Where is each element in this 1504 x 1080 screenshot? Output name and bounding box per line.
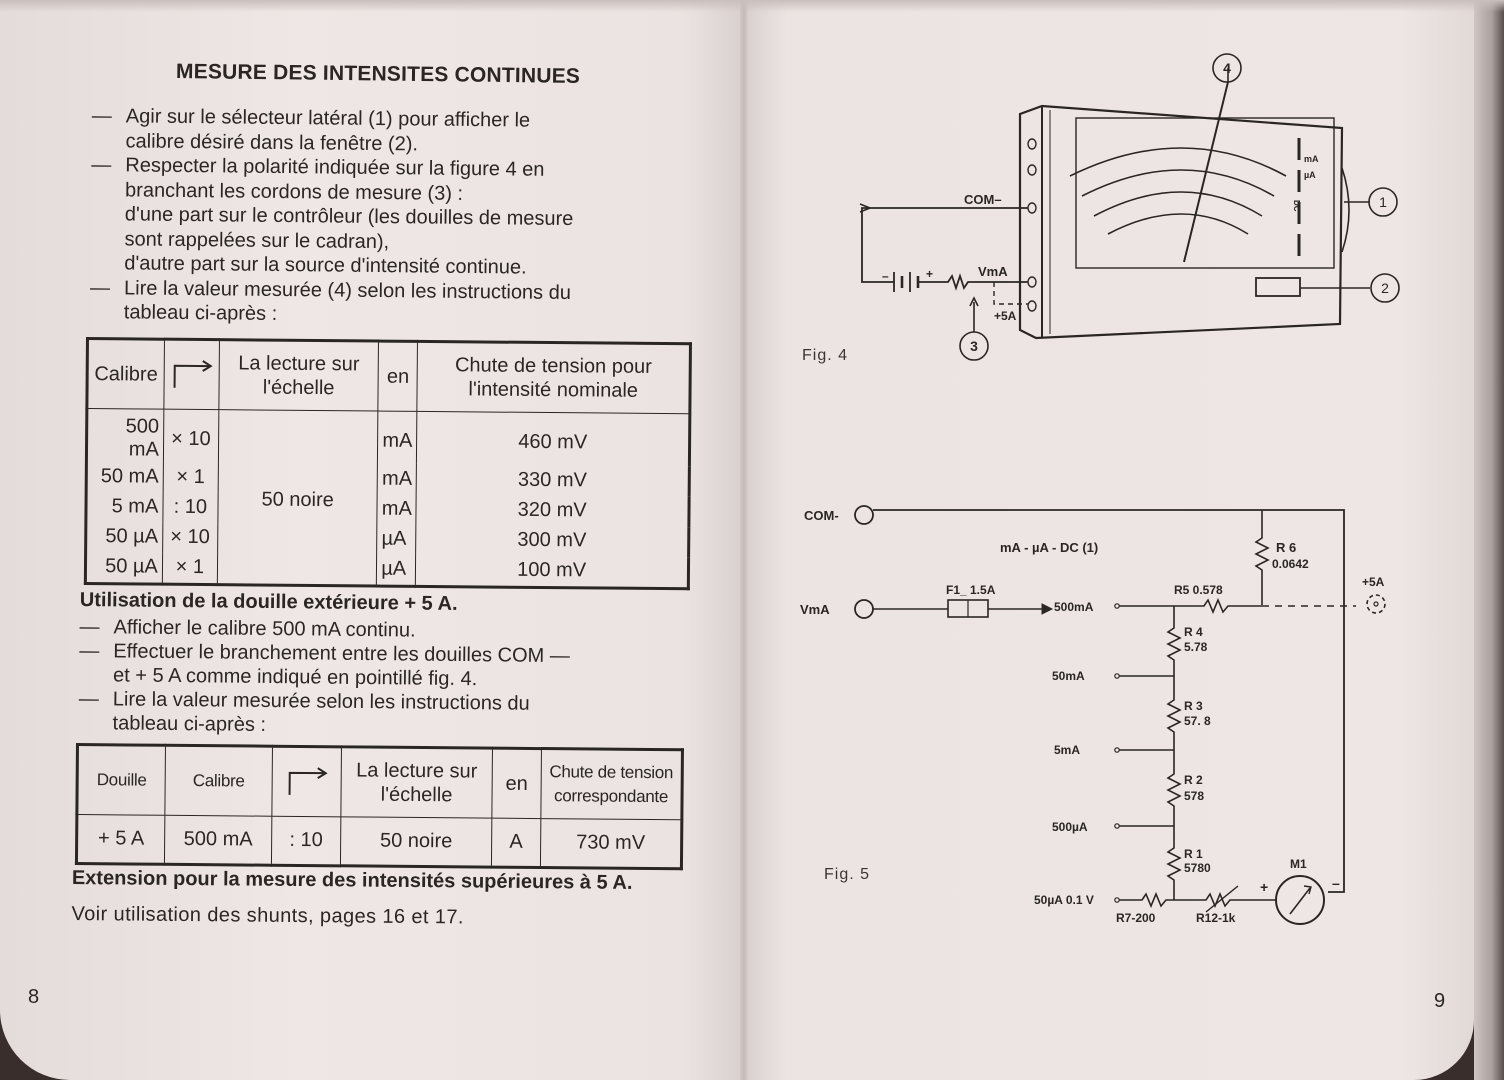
label-r2: R 2: [1184, 773, 1203, 787]
cell-mult: × 10: [163, 409, 218, 462]
cell-calibre: 500 mA: [86, 409, 163, 462]
label-com-terminal: COM-: [804, 508, 839, 523]
dash: —: [91, 153, 112, 177]
cell-mult: × 1: [162, 552, 217, 584]
fig5-caption: Fig. 5: [824, 866, 871, 883]
page-title: MESURE DES INTENSITES CONTINUES: [175, 60, 581, 88]
page-number-left: 8: [28, 986, 40, 1008]
text-line: branchant les cordons de mesure (3) :: [124, 178, 464, 205]
text-line: et + 5 A comme indiqué en pointillé fig. 4.: [112, 664, 478, 691]
multiplier-arrow-icon: [284, 767, 330, 797]
table-dc-current: [84, 337, 692, 590]
label-5a-terminal: +5A: [1362, 575, 1385, 589]
resistor-r4: [1168, 606, 1180, 676]
section-heading: Extension pour la mesure des intensités supérieures à 5 A.: [71, 866, 633, 894]
label-scale-ua: µA: [1304, 170, 1316, 180]
text-line: Afficher le calibre 500 mA continu.: [113, 616, 416, 642]
cell-chute: 730 mV: [540, 819, 681, 869]
label-r3: R 3: [1184, 699, 1203, 713]
cell-lecture: 50 noire: [340, 817, 491, 867]
terminal-com-icon: [855, 506, 873, 524]
label-r12: R12-1k: [1196, 911, 1236, 925]
label-5a: +5A: [994, 309, 1017, 323]
cell-calibre: 50 mA: [86, 461, 163, 492]
range-window: [1256, 278, 1300, 296]
dash: —: [89, 276, 111, 299]
label-com: COM–: [964, 192, 1002, 207]
cell-calibre: 50 µA: [86, 522, 163, 553]
cell-unit: µA: [377, 524, 416, 555]
header-multiplier: [164, 339, 220, 409]
label-r1: R 1: [1184, 847, 1203, 861]
selector-wheel: [1342, 168, 1349, 252]
text-line: tableau ci-après :: [112, 712, 267, 736]
dash: —: [78, 687, 99, 711]
label-scale-dc: DC: [1292, 200, 1301, 212]
socket-5a-icon: [1028, 301, 1036, 311]
instruction-2: [90, 153, 697, 282]
label-fuse: F1_ 1.5A: [946, 583, 996, 597]
text-line: d'une part sur le contrôleur (les douilles de mesure: [124, 203, 574, 231]
callout-2: 2: [1381, 280, 1389, 296]
page-number-right: 9: [1434, 990, 1446, 1012]
instruction-1: [91, 104, 697, 159]
cell-unit: µA: [377, 554, 416, 586]
meter-case: [1020, 106, 1342, 338]
text-line: d'autre part sur la source d'intensité continue.: [124, 252, 527, 279]
tap-50ua: [1115, 898, 1119, 902]
socket-icon: [1028, 139, 1036, 149]
label-500ua: 500µA: [1052, 820, 1088, 834]
header-chute: Chute de tension correspondante: [541, 749, 683, 820]
label-r1-value: 5780: [1184, 861, 1211, 875]
resistor-r2: [1168, 750, 1180, 826]
section-extension: [71, 866, 692, 931]
cell-lecture: 50 noire: [217, 410, 378, 586]
fig4-multimeter: [860, 54, 1399, 360]
dash: —: [79, 615, 100, 639]
label-m1: M1: [1290, 857, 1307, 871]
header-lecture: La lecture sur l'échelle: [341, 747, 493, 818]
label-500ma: 500mA: [1054, 600, 1094, 614]
label-m1-plus: +: [1260, 879, 1269, 895]
text-line: Effectuer le branchement entre les douilles COM —: [113, 640, 570, 668]
scale-arc: [1094, 192, 1262, 216]
header-en: en: [378, 341, 418, 411]
text-line: Respecter la polarité indiquée sur la figure 4 en: [125, 154, 545, 181]
section-5a: [78, 588, 690, 741]
label-r4: R 4: [1184, 625, 1203, 639]
meter-m1-needle: [1290, 888, 1310, 914]
table-row: [86, 409, 689, 467]
cell-unit: mA: [378, 411, 417, 464]
resistor-r6: [1256, 510, 1268, 605]
book-edge: [1474, 0, 1504, 1080]
cell-chute: 300 mV: [416, 525, 689, 558]
section-text: Voir utilisation des shunts, pages 16 et 17.: [71, 902, 464, 929]
instruction-3: [90, 275, 696, 330]
arrow-head-icon: [1042, 604, 1052, 614]
cell-unit: mA: [377, 494, 416, 525]
dash: —: [91, 104, 112, 128]
scale-arc: [1108, 214, 1248, 234]
text-line: Agir sur le sélecteur latéral (1) pour afficher le: [125, 105, 531, 132]
label-m1-minus: –: [1332, 875, 1340, 891]
label-plus: +: [926, 267, 934, 281]
instructions: [90, 104, 698, 331]
table-row: [76, 815, 681, 869]
cell-mult: : 10: [271, 816, 340, 866]
fig4-caption: Fig. 4: [802, 347, 849, 364]
header-calibre: Calibre: [87, 339, 164, 410]
cell-douille: + 5 A: [76, 815, 164, 865]
label-r6: R 6: [1276, 540, 1297, 555]
tap-500ua: [1115, 824, 1119, 828]
table-row: [85, 552, 688, 589]
header-douille: Douille: [77, 745, 166, 816]
tap-5ma: [1115, 748, 1119, 752]
text-line: calibre désiré dans la fenêtre (2).: [125, 129, 419, 155]
label-minus: –: [882, 269, 889, 283]
cell-chute: 330 mV: [416, 464, 689, 497]
dash: —: [79, 639, 100, 663]
section-heading: Utilisation de la douille extérieure + 5 A.: [79, 588, 458, 615]
socket-com-icon: [1028, 203, 1036, 213]
terminal-vma-icon: [855, 600, 873, 618]
label-r2-value: 578: [1184, 789, 1205, 803]
label-50ua: 50µA 0.1 V: [1034, 893, 1094, 907]
resistor-r3: [1168, 676, 1180, 750]
cell-calibre: 500 mA: [164, 815, 271, 865]
text-line: Lire la valeur mesurée selon les instructions du: [112, 688, 530, 715]
cell-mult: : 10: [163, 492, 218, 523]
resistor-r7-r12: [1119, 894, 1276, 906]
cell-calibre: 5 mA: [86, 491, 163, 522]
label-r7: R7-200: [1116, 911, 1156, 925]
text-line: Lire la valeur mesurée (4) selon les instructions du: [123, 276, 572, 304]
label-5ma: 5mA: [1054, 743, 1081, 757]
socket-icon: [1028, 165, 1036, 175]
header-en: en: [492, 748, 542, 818]
list-item: [79, 639, 689, 693]
label-r4-value: 5.78: [1184, 640, 1208, 654]
label-r3-value: 57. 8: [1184, 714, 1211, 728]
cell-unit: mA: [377, 464, 416, 495]
label-mode: mA - µA - DC (1): [1000, 540, 1099, 555]
label-r5: R5 0.578: [1174, 583, 1223, 597]
meter-dial: [1076, 118, 1334, 268]
list-item: [78, 687, 688, 741]
callout-4: 4: [1223, 60, 1231, 76]
tap-50ma: [1115, 674, 1119, 678]
callout-3: 3: [970, 338, 978, 354]
label-scale-ma: mA: [1304, 154, 1319, 164]
multiplier-arrow-icon: [168, 360, 214, 390]
header-multiplier: [272, 746, 342, 817]
text-line: sont rappelées sur le cadran),: [124, 227, 390, 253]
label-50ma: 50mA: [1052, 669, 1085, 683]
tap-500ma: [1115, 604, 1119, 608]
cell-chute: 460 mV: [417, 411, 690, 466]
resistor-r1: [1168, 826, 1180, 900]
resistor-r5: [1119, 600, 1262, 612]
dashed-5a-lead: [994, 282, 1028, 304]
cell-chute: 100 mV: [416, 555, 689, 589]
text-line: tableau ci-après :: [123, 301, 278, 325]
terminal-5a-dot: [1374, 602, 1378, 606]
cell-unit: A: [491, 818, 540, 867]
header-lecture: La lecture sur l'échelle: [219, 340, 379, 411]
label-r6-value: 0.0642: [1272, 557, 1309, 571]
label-vma: VmA: [978, 264, 1008, 279]
table-5a: [75, 743, 684, 870]
header-chute: Chute de tension pour l'intensité nominale: [417, 341, 690, 413]
socket-vma-icon: [1028, 277, 1036, 287]
callout-1: 1: [1379, 194, 1387, 210]
header-calibre: Calibre: [165, 745, 273, 816]
label-vma-terminal: VmA: [800, 602, 830, 617]
cell-calibre: 50 µA: [85, 552, 162, 584]
cell-chute: 320 mV: [416, 494, 689, 527]
variable-resistor-arrow: [1206, 886, 1238, 912]
figures-canvas: [744, 0, 1474, 1080]
terminal-5a-icon: [1367, 595, 1385, 613]
cell-mult: × 1: [163, 462, 218, 493]
scale-arc: [1070, 148, 1286, 176]
cell-mult: × 10: [162, 522, 217, 553]
meter-needle: [1184, 82, 1228, 262]
